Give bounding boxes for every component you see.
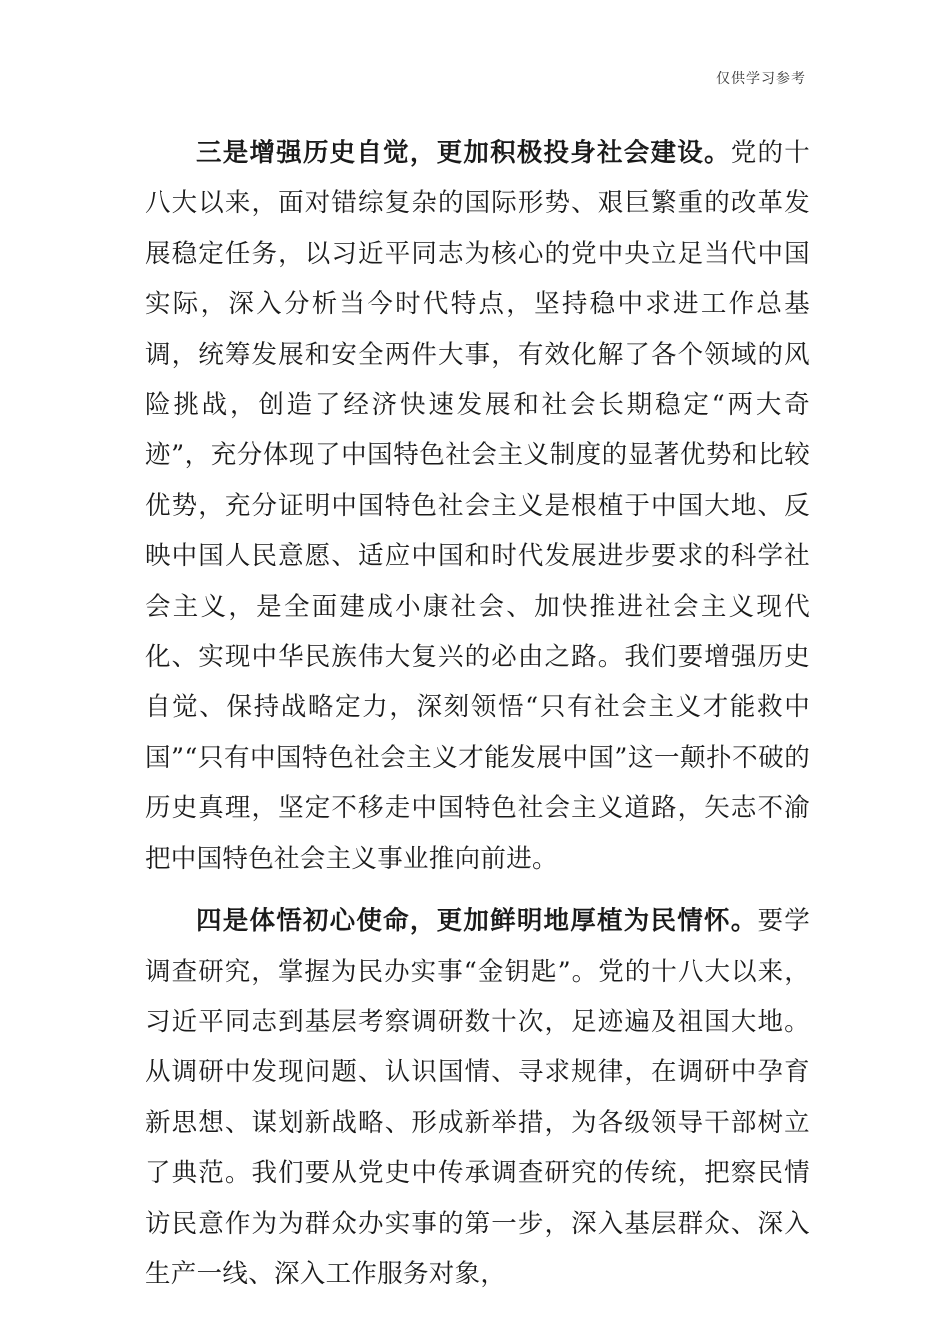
header-note: 仅供学习参考 [716, 71, 806, 87]
paragraph-text: 要学调查研究，掌握为民办实事“金钥匙”。党的十八大以来，习近平同志到基层考察调研数十次，足迹遍及祖国大地。从调研中发现问题、认识国情、寻求规律，在调研中孕育新思想、谋划新战略、形成新举措，为各级领导干部树立了典范。我们要从党史中传承调查研究的传统，把察民情访民意作为为群众办实事的第一步，深入基层群众、深入生产一线、深入工作服务对象， [145, 906, 810, 1289]
paragraph-4 [145, 896, 810, 1299]
paragraph-text: 党的十八大以来，面对错综复杂的国际形势、艰巨繁重的改革发展稳定任务，以习近平同志为核心的党中央立足当代中国实际，深入分析当今时代特点，坚持稳中求进工作总基调，统筹发展和安全两件大事，有效化解了各个领域的风险挑战，创造了经济快速发展和社会长期稳定“两大奇迹”，充分体现了中国特色社会主义制度的显著优势和比较优势，充分证明中国特色社会主义是根植于中国大地、反映中国人民意愿、适应中国和时代发展进步要求的科学社会主义，是全面建成小康社会、加快推进社会主义现代化、实现中华民族伟大复兴的必由之路。我们要增强历史自觉、保持战略定力，深刻领悟“只有社会主义才能救中国”“只有中国特色社会主义才能发展中国”这一颠扑不破的历史真理，坚定不移走中国特色社会主义道路，矢志不渝把中国特色社会主义事业推向前进。 [145, 138, 810, 874]
paragraph-3 [145, 128, 810, 884]
paragraph-lead: 三是增强历史自觉，更加积极投身社会建设。 [196, 138, 731, 168]
paragraph-lead: 四是体悟初心使命，更加鲜明地厚植为民情怀。 [196, 906, 758, 937]
document-body [145, 128, 810, 1311]
